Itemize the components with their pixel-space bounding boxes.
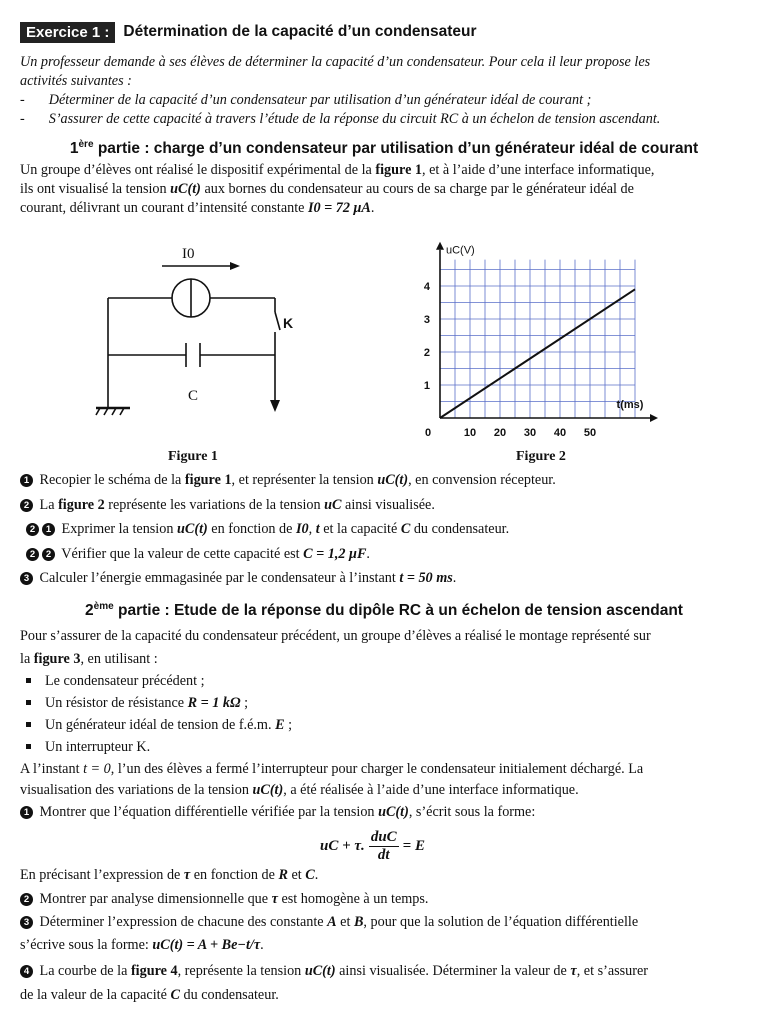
intro-item-1: - Déterminer de la capacité d’un condensateur par utilisation d’un générateur idéal de courant ; [20,92,592,108]
number-badge: 4 [20,965,33,978]
bullet-icon [26,700,31,705]
y-tick-label: 2 [423,347,430,359]
differential-equation: uC + τ. $\frac{\text{duC}}{dt}$ = E [320,829,425,863]
x-tick-label: 30 [523,427,537,439]
p1-question-2-2: 2 2 Vérifier que la valeur de cette capacité est C = 1,2 μF. [26,545,748,564]
switch-k [275,312,280,330]
p1-question-1: 1 Recopier le schéma de la figure 1, et représenter la tension uC(t), en convension récepteur. [20,471,748,490]
p2-question-1: 1 Montrer que l’équation différentielle vérifiée par la tension uC(t), s’écrit sous la forme: [20,803,748,822]
bullet-icon [26,722,31,727]
dash-marker: - [20,111,25,127]
series-line [440,289,635,418]
exercise-header [20,20,477,44]
number-badge: 2 [20,893,33,906]
part1-p3: courant, délivrant un courant d’intensité constante I0 = 72 μA. [20,200,375,216]
number-badge: 1 [42,523,55,536]
figure1-label: Figure 1 [168,449,218,464]
current-label: I0 [182,246,195,262]
x-tick-label: 10 [463,427,477,439]
exercise-badge: Exercice 1 : [20,22,115,43]
x-tick-label: 0 [424,427,432,439]
y-tick-label: 4 [423,281,430,293]
part2-p2: la figure 3, en utilisant : [20,651,158,667]
material-item-4: Un interrupteur K. [20,738,748,757]
number-badge: 1 [20,806,33,819]
p1-question-3: 3 Calculer l’énergie emmagasinée par le condensateur à l’instant t = 50 ms. [20,569,748,588]
y-axis-label: uC(V) [446,244,475,257]
figure2-label: Figure 2 [516,449,566,464]
bullet-icon [26,678,31,683]
switch-label: K [283,315,294,331]
number-badge: 2 [20,499,33,512]
x-tick-label: 20 [493,427,507,439]
part2-p4: visualisation des variations de la tension uC(t), a été réalisée à l’aide d’une interface informatique. [20,782,579,798]
figure2-chart [415,238,670,448]
part1-p1: Un groupe d’élèves ont réalisé le dispositif expérimental de la figure 1, et à l’aide d’une interface informatique, [20,162,655,178]
number-badge: 3 [20,916,33,929]
material-item-1: Le condensateur précédent ; [20,672,748,691]
p1-question-2: 2 La figure 2 représente les variations de la tension uC ainsi visualisée. [20,496,748,515]
intro-line-2: activités suivantes : [20,73,132,89]
y-tick-label: 1 [423,380,430,392]
intro-line-1: Un professeur demande à ses élèves de déterminer la capacité d’un condensateur. Pour cela il leur propose les [20,54,651,70]
p2-question-2: 2 Montrer par analyse dimensionnelle que τ est homogène à un temps. [20,890,748,909]
bullet-icon [26,744,31,749]
part2-title: 2ème partie : Etude de la réponse du dipôle RC à un échelon de tension ascendant [85,601,683,620]
material-item-2: Un résistor de résistance R = 1 kΩ ; [20,694,748,713]
x-tick-label: 40 [553,427,567,439]
p2-question-4: 4 La courbe de la figure 4, représente la tension uC(t) ainsi visualisée. Déterminer la valeur de τ, et s’assurer [20,962,748,981]
p2-question-3-cont: s’écrive sous la forme: uC(t) = A + Be−t/τ. [20,937,264,953]
part2-p1: Pour s’assurer de la capacité du condensateur précédent, un groupe d’élèves a réalisé le montage représenté sur [20,628,651,644]
part2-p5: En précisant l’expression de τ en fonction de R et C. [20,867,319,883]
dash-marker: - [20,92,25,108]
exercise-title: Détermination de la capacité d’un condensateur [123,23,477,40]
p1-question-2-1: 2 1 Exprimer la tension uC(t) en fonction de I0, t et la capacité C du condensateur. [26,520,748,539]
number-badge: 1 [20,474,33,487]
number-badge: 2 [26,523,39,536]
part1-p2: ils ont visualisé la tension uC(t) aux bornes du condensateur au cours de sa charge par le générateur idéal de [20,181,634,197]
x-axis-label: t(ms) [616,399,644,411]
y-tick-label: 3 [423,314,430,326]
x-axis-arrow [650,414,658,422]
capacitor-label: C [188,388,199,404]
p2-question-4-cont: de la valeur de la capacité C du condensateur. [20,987,279,1003]
number-badge: 3 [20,572,33,585]
number-badge: 2 [42,548,55,561]
material-item-3: Un générateur idéal de tension de f.é.m. E ; [20,716,748,735]
figure1-circuit [90,240,320,425]
p2-question-3: 3 Déterminer l’expression de chacune des constante A et B, pour que la solution de l’équation différentielle [20,913,748,932]
number-badge: 2 [26,548,39,561]
y-axis-arrow [436,242,444,250]
part1-title: 1ère partie : charge d’un condensateur par utilisation d’un générateur idéal de courant [69,139,699,158]
part2-p3: A l’instant t = 0, l’un des élèves a fermé l’interrupteur pour charger le condensateur initialement déchargé. La [20,761,644,777]
intro-item-2: - S’assurer de cette capacité à travers l’étude de la réponse du circuit RC à un échelon de tension ascendant. [20,111,661,127]
x-tick-label: 50 [583,427,597,439]
